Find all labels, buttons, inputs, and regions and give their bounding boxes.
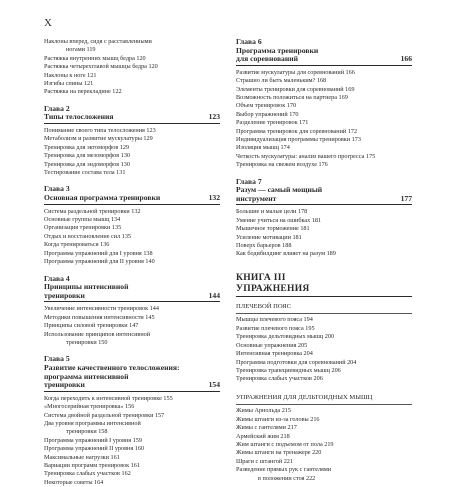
section-heading: УПРАЖНЕНИЯ ДЛЯ ДЕЛЬТОИДНЫХ МЫШЦ xyxy=(236,393,373,401)
chapter-title: тренировки xyxy=(44,380,85,390)
toc-entry: Вариации программ тренировок 161 xyxy=(44,461,140,469)
toc-entry: Метаболизм и развитие мускулатуры 129 xyxy=(44,135,153,143)
toc-entry: Жимы штанги из-за головы 216 xyxy=(236,415,320,423)
chapter-title: тренировки xyxy=(44,290,85,300)
toc-entry: в положении стоя 222 xyxy=(258,474,316,482)
toc-entry: Объем тренировок 170 xyxy=(236,102,297,110)
toc-entry: Жимы с гантелями 217 xyxy=(236,424,297,432)
toc-entry: Мышцы плечевого пояса 194 xyxy=(236,316,313,324)
chapter-block xyxy=(44,105,220,178)
chapter-title-row xyxy=(236,195,412,206)
section-rule xyxy=(236,404,412,405)
toc-entry: Организация тренировки 135 xyxy=(44,224,122,232)
toc-entry: Развитие плечевого пояса 195 xyxy=(236,324,315,332)
toc-entry: Четкость мускулатуры: анализ вашего прогресса 175 xyxy=(236,152,376,160)
chapter-title-row xyxy=(44,381,220,392)
chapter-number: Глава 3 xyxy=(44,184,70,194)
book-title: УПРАЖНЕНИЯ xyxy=(236,283,310,294)
chapter-title-row xyxy=(44,113,220,124)
toc-entry: Принципы силовой тренировки 147 xyxy=(44,322,139,330)
toc-entry: Страшно ли быть маленьким? 168 xyxy=(236,77,327,85)
toc-entry: Тренировка трапециевидных мышц 206 xyxy=(236,366,341,374)
toc-entry: Тестирование состава тела 131 xyxy=(44,169,126,177)
toc-entry: Система двойной раздельной тренировки 157 xyxy=(44,411,165,419)
toc-entry: Растяжка четырехглавой мышцы бедра 120 xyxy=(44,63,158,71)
toc-entry: Изгибы спины 121 xyxy=(44,80,94,88)
chapter-page-number: 132 xyxy=(208,193,220,203)
toc-entry: Тренировка слабых участков 162 xyxy=(44,470,131,478)
right-column xyxy=(236,38,412,483)
toc-entry: Шраги с штангой 221 xyxy=(236,457,293,465)
chapter-title: Программа тренировки xyxy=(236,45,319,55)
chapter-page-number: 166 xyxy=(400,54,412,64)
toc-entry: Жимы штанги на тренажере 220 xyxy=(236,449,322,457)
section-heading: ПЛЕЧЕВОЙ ПОЯС xyxy=(236,302,291,310)
chapter-title: инструмент xyxy=(236,193,277,203)
toc-entry: Растяжка на перекладине 122 xyxy=(44,88,122,96)
chapter-title: Основная программа тренировки xyxy=(44,193,161,203)
toc-entry: Выбор упражнений 170 xyxy=(236,110,299,118)
toc-entry: Тренировка дельтовидных мышц 200 xyxy=(236,333,335,341)
chapter-title: Развитие качественного телосложения: xyxy=(44,362,180,372)
toc-entry: Большие и малые цели 178 xyxy=(236,208,308,216)
toc-entry: Мышечное торможение 181 xyxy=(236,225,310,233)
chapter-title: для соревнований xyxy=(236,54,298,64)
toc-entry: Система раздельной тренировки 132 xyxy=(44,207,141,215)
toc-entry: Разделение тренировок 171 xyxy=(236,119,309,127)
chapter-title-row xyxy=(44,194,220,205)
chapter-page-number: 144 xyxy=(208,290,220,300)
chapter-block xyxy=(44,355,220,487)
toc-entry: тренировки 150 xyxy=(66,338,108,346)
toc-entry: Увеличение интенсивности тренировок 144 xyxy=(44,305,159,313)
toc-entry: тренировки 158 xyxy=(66,428,108,436)
chapter-title-row xyxy=(44,292,220,303)
toc-entry: Основные упражнения 205 xyxy=(236,341,308,349)
toc-entry: Тренировка слабых участков 206 xyxy=(236,375,323,383)
toc-entry: Изоляция мышц 174 xyxy=(236,144,290,152)
chapter-block xyxy=(44,185,220,266)
toc-entry: Интенсивная тренировка 204 xyxy=(236,350,313,358)
toc-entry: Усиление мотивации 181 xyxy=(236,233,302,241)
toc-entry: «Многосерийная тренировка» 156 xyxy=(44,403,135,411)
toc-entry: Два уровня программы интенсивной xyxy=(44,419,141,427)
toc-entry: Растяжка внутренних мышц бедра 120 xyxy=(44,54,146,62)
toc-entry: Основные группы мышц 134 xyxy=(44,216,121,224)
chapter-number: Глава 5 xyxy=(44,354,70,364)
book-label: КНИГА III xyxy=(236,272,286,283)
chapter-number: Глава 4 xyxy=(44,273,70,283)
page-marker: X xyxy=(44,17,52,29)
chapter-page-number: 123 xyxy=(208,112,220,122)
toc-entry: Понимание своего типа телосложения 123 xyxy=(44,127,156,135)
toc-entry: Разведение прямых рук с гантелями xyxy=(236,466,332,474)
toc-entry: ногами 119 xyxy=(66,46,96,54)
toc-entry: Возможность положиться на партнера 169 xyxy=(236,94,348,101)
chapter-title: Разум — самый мощный xyxy=(236,185,323,195)
section-rule xyxy=(236,313,412,314)
chapter-number: Глава 2 xyxy=(44,103,70,113)
chapter-title: Типы телосложения xyxy=(44,112,114,122)
chapter-title-row xyxy=(236,55,412,66)
toc-entry: Когда тренироваться 136 xyxy=(44,241,110,249)
chapter-number: Глава 7 xyxy=(236,176,262,186)
toc-entry: Армейский жим 218 xyxy=(236,432,290,440)
toc-entry: Программа подготовки для соревнований 204 xyxy=(236,358,357,366)
chapter-number: Глава 6 xyxy=(236,37,262,46)
toc-entry: Тренировка для мезоморфов 130 xyxy=(44,152,131,160)
toc-entry: Программа тренировок для соревнований 172 xyxy=(236,127,358,135)
toc-entry: Программа упражнений для II уровня 140 xyxy=(44,258,155,266)
toc-entry: Максимальные нагрузки 161 xyxy=(44,453,120,461)
left-column xyxy=(44,38,220,487)
chapter-block xyxy=(236,178,412,259)
toc-entry: Как бодибилдинг влияет на разум 189 xyxy=(236,250,336,258)
book-heading xyxy=(236,273,412,297)
toc-entry: Умение учиться на ошибках 181 xyxy=(236,216,322,224)
toc-entry: Тренировка на свежем воздухе 176 xyxy=(236,161,328,169)
toc-entry: Индивидуализация программы тренировки 173 xyxy=(236,136,361,144)
toc-entry: Поверх барьеров 188 xyxy=(236,242,292,250)
toc-entry: Наклоны вперед, сидя с расставленными xyxy=(44,38,152,45)
toc-entry: Тренировка для эндоморфов 130 xyxy=(44,160,130,168)
toc-entry: Наклоны к ноге 121 xyxy=(44,71,97,79)
toc-entry: Отдых и восстановление сил 135 xyxy=(44,232,132,240)
toc-entry: Методики повышения интенсивности 145 xyxy=(44,313,155,321)
toc-entry: Элементы тренировки для соревнований 169 xyxy=(236,85,355,93)
toc-entry: Жимы Арнольда 215 xyxy=(236,407,291,415)
chapter-title: программа интенсивной xyxy=(44,371,129,381)
chapter-title: Принципы интенсивной xyxy=(44,282,129,292)
toc-entry: Программа упражнений для I уровня 138 xyxy=(44,249,153,257)
toc-entry: Жим штанги с подъемом от пола 219 xyxy=(236,440,334,448)
toc-entry: Тренировка для эктоморфов 129 xyxy=(44,143,130,151)
chapter-page-number: 177 xyxy=(400,193,412,203)
toc-entry: Развитие мускулатуры для соревнований 166 xyxy=(236,68,355,76)
toc-entry: Программа упражнений II уровня 160 xyxy=(44,445,145,453)
chapter-block xyxy=(236,38,412,170)
toc-entry: Когда переходить к интенсивной тренировке 155 xyxy=(44,394,173,402)
chapter-page-number: 154 xyxy=(208,380,220,390)
toc-entry: Некоторые советы 164 xyxy=(44,478,104,486)
toc-entry: Программа упражнений I уровня 159 xyxy=(44,436,142,444)
toc-entry: Использование принципов интенсивной xyxy=(44,330,151,338)
chapter-block xyxy=(44,275,220,348)
